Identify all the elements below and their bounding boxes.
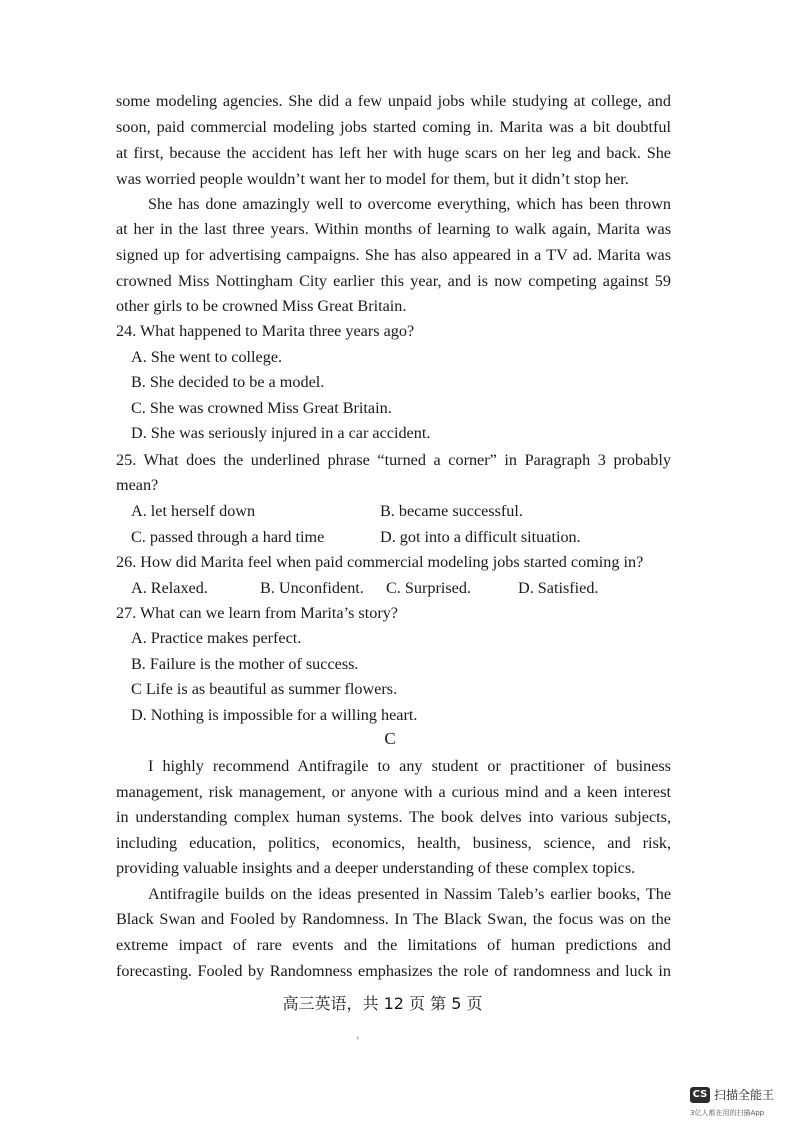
scanner-watermark: [690, 1086, 774, 1103]
section-c-line: including education, politics, economics, health, business, science, and risk,: [116, 834, 671, 852]
question-25-stem-cont: mean?: [116, 476, 159, 494]
question-27-stem: 27. What can we learn from Marita’s story?: [116, 604, 398, 622]
question-25-option-a: A. let herself down: [131, 502, 256, 520]
passage-line: was worried people wouldn’t want her to model for them, but it didn’t stop her.: [116, 170, 629, 188]
question-26-option-a: A. Relaxed.: [131, 579, 208, 597]
question-24-option-b: B. She decided to be a model.: [131, 373, 325, 391]
question-24-stem: 24. What happened to Marita three years ago?: [116, 322, 415, 340]
question-26-option-b: B. Unconfident.: [260, 579, 364, 597]
section-c-line: providing valuable insights and a deeper understanding of these complex topics.: [116, 859, 636, 877]
question-24-option-d: D. She was seriously injured in a car accident.: [131, 424, 431, 442]
stray-mark: ': [357, 1036, 359, 1047]
question-25-option-c: C. passed through a hard time: [131, 528, 325, 546]
passage-line: soon, paid commercial modeling jobs started coming in. Marita was a bit doubtful: [116, 118, 671, 136]
section-c-line: management, risk management, or anyone with a curious mind and a keen interest: [116, 783, 671, 801]
section-c-line: in understanding complex human systems. The book delves into various subjects,: [116, 808, 671, 826]
section-heading: C: [384, 729, 396, 748]
section-c-line: extreme impact of rare events and the limitations of human predictions and: [116, 936, 671, 954]
passage-line: other girls to be crowned Miss Great Britain.: [116, 297, 407, 315]
page-footer: 高三英语，共 12 页 第 5 页: [282, 994, 483, 1013]
section-c-line: Black Swan and Fooled by Randomness. In The Black Swan, the focus was on the: [116, 910, 671, 928]
question-27-option-b: B. Failure is the mother of success.: [131, 655, 359, 673]
passage-line: at her in the last three years. Within months of learning to walk again, Marita was: [116, 220, 671, 238]
question-25-stem: 25. What does the underlined phrase “turned a corner” in Paragraph 3 probably: [116, 451, 671, 469]
camscanner-logo-icon: CS: [690, 1087, 710, 1103]
scanner-subtitle: 3亿人都在用的扫描App: [690, 1109, 765, 1117]
passage-line: some modeling agencies. She did a few unpaid jobs while studying at college, and: [116, 92, 671, 110]
question-27-option-a: A. Practice makes perfect.: [131, 629, 302, 647]
question-25-option-d: D. got into a difficult situation.: [380, 528, 581, 546]
passage-line: signed up for advertising campaigns. She has also appeared in a TV ad. Marita was: [116, 246, 671, 264]
question-26-option-d: D. Satisfied.: [518, 579, 599, 597]
passage-line: crowned Miss Nottingham City earlier this year, and is now competing against 59: [116, 272, 671, 290]
passage-line: She has done amazingly well to overcome everything, which has been thrown: [148, 195, 671, 213]
question-26-stem: 26. How did Marita feel when paid commercial modeling jobs started coming in?: [116, 553, 644, 571]
question-25-option-b: B. became successful.: [380, 502, 523, 520]
section-c-line: Antifragile builds on the ideas presented in Nassim Taleb’s earlier books, The: [148, 885, 671, 903]
passage-line: at first, because the accident has left her with huge scars on her leg and back. She: [116, 144, 671, 162]
section-c-line: forecasting. Fooled by Randomness emphasizes the role of randomness and luck in: [116, 962, 671, 980]
question-26-option-c: C. Surprised.: [386, 579, 471, 597]
question-24-option-a: A. She went to college.: [131, 348, 283, 366]
section-c-line: I highly recommend Antifragile to any student or practitioner of business: [148, 757, 671, 775]
question-27-option-c: C Life is as beautiful as summer flowers.: [131, 680, 398, 698]
scanner-title: 扫描全能王: [714, 1088, 775, 1102]
question-24-option-c: C. She was crowned Miss Great Britain.: [131, 399, 392, 417]
question-27-option-d: D. Nothing is impossible for a willing heart.: [131, 706, 418, 724]
